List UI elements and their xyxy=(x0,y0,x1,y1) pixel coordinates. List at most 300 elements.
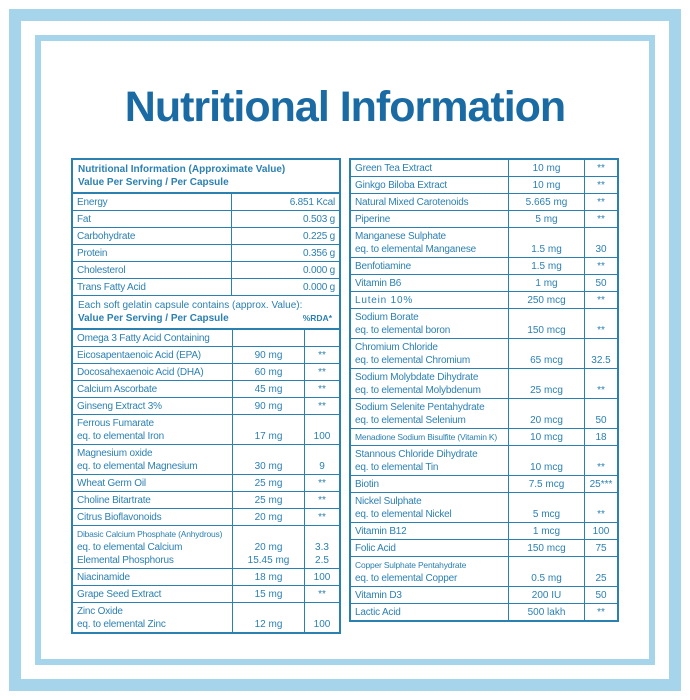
row-rda xyxy=(584,557,617,586)
row-nutrient-name xyxy=(351,493,508,522)
name-line: Piperine xyxy=(355,213,391,225)
value-line: 0.000 g xyxy=(303,281,335,293)
table-row xyxy=(351,399,617,429)
value-line: 10 mcg xyxy=(530,431,563,443)
row-nutrient-name xyxy=(351,523,508,539)
value-line: 1.5 mg xyxy=(531,260,562,272)
row-nutrient-name xyxy=(351,258,508,274)
rda-line: ** xyxy=(597,196,605,208)
row-rda xyxy=(584,429,617,445)
value-line xyxy=(513,559,580,572)
name-line: Trans Fatty Acid xyxy=(77,281,146,293)
table-row xyxy=(351,160,617,177)
header2-line2: Value Per Serving / Per Capsule xyxy=(78,313,229,324)
table-row xyxy=(73,586,339,603)
table-row xyxy=(351,446,617,476)
row-rda xyxy=(304,526,339,568)
value-line: 0.5 mg xyxy=(531,572,562,584)
row-value xyxy=(232,364,304,380)
name-line: Lutein 10% xyxy=(355,294,414,306)
row-nutrient-name xyxy=(73,330,232,346)
rda-line xyxy=(589,401,613,414)
value-line: 5 mg xyxy=(535,213,558,225)
table-row xyxy=(73,381,339,398)
value-line: 25 mcg xyxy=(530,384,563,396)
row-rda xyxy=(304,569,339,585)
value-line: 0.356 g xyxy=(303,247,335,259)
header2-line1: Each soft gelatin capsule contains (approx. Value): xyxy=(78,300,303,311)
header1-line2: Value Per Serving / Per Capsule xyxy=(78,177,229,188)
value-line xyxy=(513,311,580,324)
name-line: Fat xyxy=(77,213,91,225)
rda-line: 32.5 xyxy=(591,354,611,366)
name-line: Docosahexaenoic Acid (DHA) xyxy=(77,366,204,378)
table-row xyxy=(73,603,339,632)
row-rda xyxy=(584,275,617,291)
table-row xyxy=(351,194,617,211)
row-nutrient-name xyxy=(73,398,232,414)
name-line: eq. to elemental Calcium xyxy=(77,541,183,553)
name-line: Sodium Selenite Pentahydrate xyxy=(355,401,485,413)
row-value xyxy=(508,339,584,368)
rda-line xyxy=(589,341,613,354)
name-line: Nickel Sulphate xyxy=(355,495,422,507)
row-rda xyxy=(584,399,617,428)
rda-line: 25*** xyxy=(589,478,613,490)
row-nutrient-name xyxy=(351,177,508,193)
row-rda xyxy=(304,509,339,525)
table-row xyxy=(351,339,617,369)
tables-container xyxy=(41,158,649,634)
row-nutrient-name xyxy=(351,476,508,492)
name-line: Cholesterol xyxy=(77,264,126,276)
row-value xyxy=(508,523,584,539)
row-value xyxy=(232,330,304,346)
row-nutrient-name xyxy=(351,309,508,338)
name-line: Carbohydrate xyxy=(77,230,136,242)
row-nutrient-name xyxy=(351,194,508,210)
name-line: Stannous Chloride Dihydrate xyxy=(355,448,478,460)
value-line: 1.5 mg xyxy=(531,243,562,255)
row-rda xyxy=(584,309,617,338)
value-line xyxy=(237,332,300,345)
name-line: eq. to elemental Selenium xyxy=(355,414,466,426)
row-rda xyxy=(584,369,617,398)
name-line: eq. to elemental Chromium xyxy=(355,354,471,366)
name-line: eq. to elemental Tin xyxy=(355,461,439,473)
table-row xyxy=(73,492,339,509)
rda-line xyxy=(589,230,613,243)
row-value xyxy=(232,509,304,525)
table-row xyxy=(73,445,339,475)
name-line: Vitamin B12 xyxy=(355,525,407,537)
value-line xyxy=(513,448,580,461)
name-line: Omega 3 Fatty Acid Containing xyxy=(77,332,210,344)
table-row xyxy=(73,398,339,415)
name-line: Copper Sulphate Pentahydrate xyxy=(355,559,467,570)
row-value xyxy=(232,381,304,397)
row-value xyxy=(232,492,304,508)
value-line: 7.5 mcg xyxy=(528,478,565,490)
row-nutrient-name xyxy=(351,228,508,257)
table-row xyxy=(351,292,617,309)
rda-line xyxy=(589,495,613,508)
rda-line xyxy=(589,559,613,572)
row-rda xyxy=(304,445,339,474)
row-nutrient-name xyxy=(73,569,232,585)
table-row xyxy=(351,228,617,258)
name-line: Zinc Oxide xyxy=(77,605,123,617)
name-line: Natural Mixed Carotenoids xyxy=(355,196,469,208)
name-line: Ginkgo Biloba Extract xyxy=(355,179,447,191)
value-line: 18 mg xyxy=(254,571,283,583)
row-value xyxy=(508,177,584,193)
table-row xyxy=(351,275,617,292)
row-value xyxy=(231,228,339,244)
row-nutrient-name xyxy=(73,347,232,363)
left-table-header-2 xyxy=(73,295,339,330)
value-line: 20 mg xyxy=(254,511,283,523)
table-row xyxy=(351,557,617,587)
row-value xyxy=(232,475,304,491)
row-nutrient-name xyxy=(73,475,232,491)
row-rda xyxy=(304,381,339,397)
table-row xyxy=(351,604,617,620)
row-nutrient-name xyxy=(73,245,231,261)
row-rda xyxy=(304,475,339,491)
row-value xyxy=(231,211,339,227)
left-simple-rows xyxy=(73,194,339,295)
row-value xyxy=(508,369,584,398)
row-value xyxy=(232,347,304,363)
rda-line: 9 xyxy=(319,460,325,472)
row-value xyxy=(508,429,584,445)
row-rda xyxy=(584,160,617,176)
row-nutrient-name xyxy=(73,603,232,632)
value-line: 45 mg xyxy=(254,383,283,395)
value-line: 20 mcg xyxy=(530,414,563,426)
name-line: Energy xyxy=(77,196,108,208)
value-line: 150 mcg xyxy=(527,324,566,336)
rda-line: 50 xyxy=(595,589,607,601)
table-row xyxy=(73,279,339,295)
row-value xyxy=(508,228,584,257)
table-row xyxy=(73,262,339,279)
rda-line xyxy=(309,605,335,618)
name-line: eq. to elemental Iron xyxy=(77,430,164,442)
rda-line: 100 xyxy=(313,430,331,442)
rda-line: 2.5 xyxy=(315,554,329,566)
right-nutrition-table xyxy=(349,158,619,622)
name-line: Folic Acid xyxy=(355,542,396,554)
table-row xyxy=(351,540,617,557)
name-line: Chromium Chloride xyxy=(355,341,438,353)
name-line: Dibasic Calcium Phosphate (Anhydrous) xyxy=(77,528,223,539)
left-table-header-1 xyxy=(73,160,339,194)
row-value xyxy=(508,493,584,522)
row-value xyxy=(508,446,584,475)
row-nutrient-name xyxy=(351,587,508,603)
value-line: 65 mcg xyxy=(530,354,563,366)
table-row xyxy=(73,330,339,347)
name-line: eq. to elemental Magnesium xyxy=(77,460,198,472)
rda-line: 75 xyxy=(595,542,607,554)
name-line: Biotin xyxy=(355,478,379,490)
left-nutrition-table xyxy=(71,158,341,634)
value-line: 0.000 g xyxy=(303,264,335,276)
rda-line xyxy=(589,311,613,324)
value-line: 90 mg xyxy=(254,349,283,361)
name-line: eq. to elemental Molybdenum xyxy=(355,384,481,396)
rda-line: 3.3 xyxy=(315,541,329,553)
row-value xyxy=(508,540,584,556)
row-nutrient-name xyxy=(73,194,231,210)
value-line xyxy=(237,447,300,460)
row-value xyxy=(508,275,584,291)
row-rda xyxy=(584,228,617,257)
table-row xyxy=(73,569,339,586)
row-nutrient-name xyxy=(351,557,508,586)
row-value xyxy=(508,604,584,620)
rda-line xyxy=(309,447,335,460)
row-nutrient-name xyxy=(73,228,231,244)
row-value xyxy=(508,211,584,227)
value-line xyxy=(237,528,300,541)
rda-line: ** xyxy=(597,384,605,396)
row-value xyxy=(232,586,304,602)
row-value xyxy=(231,194,339,210)
row-value xyxy=(231,245,339,261)
rda-line: ** xyxy=(318,588,326,600)
name-line: Grape Seed Extract xyxy=(77,588,162,600)
rda-line: ** xyxy=(597,260,605,272)
rda-line: ** xyxy=(597,508,605,520)
rda-line: ** xyxy=(318,477,326,489)
rda-line xyxy=(309,417,335,430)
row-rda xyxy=(304,364,339,380)
content-area xyxy=(41,41,649,659)
table-row xyxy=(351,309,617,339)
name-line: Vitamin D3 xyxy=(355,589,402,601)
value-line xyxy=(237,605,300,618)
row-value xyxy=(232,445,304,474)
name-line: eq. to elemental boron xyxy=(355,324,451,336)
row-nutrient-name xyxy=(73,364,232,380)
row-value xyxy=(508,399,584,428)
value-line: 5 mcg xyxy=(532,508,561,520)
name-line: Eicosapentaenoic Acid (EPA) xyxy=(77,349,201,361)
row-nutrient-name xyxy=(73,445,232,474)
value-line: 200 IU xyxy=(531,589,562,601)
value-line xyxy=(513,230,580,243)
table-row xyxy=(73,211,339,228)
name-line: eq. to elemental Copper xyxy=(355,572,458,584)
name-line: Menadione Sodium Bisulfite (Vitamin K) xyxy=(355,431,498,442)
row-rda xyxy=(584,523,617,539)
name-line: Ginseng Extract 3% xyxy=(77,400,162,412)
row-value xyxy=(231,279,339,295)
row-nutrient-name xyxy=(351,369,508,398)
value-line xyxy=(513,401,580,414)
row-nutrient-name xyxy=(73,509,232,525)
name-line: Sodium Borate xyxy=(355,311,419,323)
row-rda xyxy=(304,398,339,414)
table-row xyxy=(351,429,617,446)
value-line: 6.851 Kcal xyxy=(289,196,335,208)
rda-line: ** xyxy=(597,213,605,225)
value-line: 1 mcg xyxy=(532,525,561,537)
header1-line1: Nutritional Information (Approximate Value) xyxy=(78,164,286,175)
row-rda xyxy=(584,587,617,603)
name-line: eq. to elemental Nickel xyxy=(355,508,452,520)
value-line: 15 mg xyxy=(254,588,283,600)
rda-line xyxy=(589,448,613,461)
name-line: Sodium Molybdate Dihydrate xyxy=(355,371,479,383)
table-row xyxy=(73,415,339,445)
left-detail-rows xyxy=(73,330,339,632)
value-line: 12 mg xyxy=(254,618,283,630)
table-row xyxy=(351,258,617,275)
rda-line: 50 xyxy=(595,277,607,289)
rda-line: ** xyxy=(318,511,326,523)
table-row xyxy=(73,526,339,569)
table-row xyxy=(73,364,339,381)
rda-line: 100 xyxy=(313,618,331,630)
table-row xyxy=(73,228,339,245)
table-row xyxy=(73,194,339,211)
value-line xyxy=(513,341,580,354)
rda-line: ** xyxy=(597,179,605,191)
row-nutrient-name xyxy=(351,604,508,620)
row-value xyxy=(508,258,584,274)
row-rda xyxy=(584,258,617,274)
row-rda xyxy=(584,446,617,475)
row-nutrient-name xyxy=(351,429,508,445)
rda-line xyxy=(309,528,335,541)
rda-line xyxy=(309,332,335,345)
value-line: 5.665 mg xyxy=(525,196,568,208)
row-value xyxy=(232,569,304,585)
row-rda xyxy=(304,603,339,632)
row-nutrient-name xyxy=(351,211,508,227)
rda-line: ** xyxy=(318,366,326,378)
name-line: Magnesium oxide xyxy=(77,447,153,459)
table-row xyxy=(73,347,339,364)
name-line: Citrus Bioflavonoids xyxy=(77,511,162,523)
name-line: Elemental Phosphorus xyxy=(77,554,174,566)
value-line: 60 mg xyxy=(254,366,283,378)
rda-line xyxy=(589,371,613,384)
row-value xyxy=(508,309,584,338)
row-value xyxy=(508,557,584,586)
rda-line: ** xyxy=(318,349,326,361)
value-line: 15.45 mg xyxy=(247,554,290,566)
row-nutrient-name xyxy=(351,292,508,308)
table-row xyxy=(351,493,617,523)
name-line: Benfotiamine xyxy=(355,260,411,272)
rda-line: 50 xyxy=(595,414,607,426)
rda-line: ** xyxy=(318,400,326,412)
row-rda xyxy=(304,415,339,444)
name-line: Protein xyxy=(77,247,108,259)
value-line: 90 mg xyxy=(254,400,283,412)
value-line xyxy=(513,495,580,508)
row-value xyxy=(232,398,304,414)
table-row xyxy=(351,211,617,228)
row-nutrient-name xyxy=(351,540,508,556)
name-line: Choline Bitartrate xyxy=(77,494,151,506)
value-line: 17 mg xyxy=(254,430,283,442)
value-line: 0.503 g xyxy=(303,213,335,225)
name-line: Niacinamide xyxy=(77,571,130,583)
row-rda xyxy=(584,211,617,227)
row-nutrient-name xyxy=(73,526,232,568)
row-nutrient-name xyxy=(73,415,232,444)
row-rda xyxy=(584,194,617,210)
row-value xyxy=(508,160,584,176)
row-value xyxy=(508,587,584,603)
row-nutrient-name xyxy=(73,492,232,508)
row-rda xyxy=(584,292,617,308)
row-nutrient-name xyxy=(73,262,231,278)
row-value xyxy=(508,194,584,210)
row-rda xyxy=(304,586,339,602)
row-rda xyxy=(584,604,617,620)
rda-line: ** xyxy=(597,162,605,174)
table-row xyxy=(351,587,617,604)
rda-line: 30 xyxy=(595,243,607,255)
row-value xyxy=(232,603,304,632)
value-line: 20 mg xyxy=(254,541,283,553)
row-nutrient-name xyxy=(73,586,232,602)
row-rda xyxy=(584,339,617,368)
row-rda xyxy=(584,177,617,193)
name-line: eq. to elemental Manganese xyxy=(355,243,476,255)
value-line: 10 mcg xyxy=(530,461,563,473)
row-nutrient-name xyxy=(73,211,231,227)
row-rda xyxy=(584,493,617,522)
value-line: 150 mcg xyxy=(527,542,566,554)
name-line: Calcium Ascorbate xyxy=(77,383,157,395)
name-line: Ferrous Fumarate xyxy=(77,417,154,429)
rda-column-label: %RDA* xyxy=(302,313,332,323)
row-value xyxy=(232,526,304,568)
value-line: 1 mg xyxy=(535,277,558,289)
name-line: Lactic Acid xyxy=(355,606,401,618)
rda-line: 18 xyxy=(595,431,607,443)
table-row xyxy=(351,476,617,493)
value-line: 0.225 g xyxy=(303,230,335,242)
table-row xyxy=(73,475,339,492)
table-row xyxy=(351,369,617,399)
row-nutrient-name xyxy=(351,275,508,291)
right-detail-rows xyxy=(351,160,617,620)
rda-line: 100 xyxy=(592,525,610,537)
name-line: Wheat Germ Oil xyxy=(77,477,146,489)
row-rda xyxy=(584,476,617,492)
value-line xyxy=(237,417,300,430)
row-rda xyxy=(304,347,339,363)
name-line: eq. to elemental Zinc xyxy=(77,618,166,630)
rda-line: ** xyxy=(318,383,326,395)
rda-line: ** xyxy=(597,324,605,336)
name-line: Vitamin B6 xyxy=(355,277,402,289)
value-line: 10 mg xyxy=(532,162,561,174)
rda-line: ** xyxy=(318,494,326,506)
row-nutrient-name xyxy=(351,399,508,428)
row-value xyxy=(231,262,339,278)
name-line: Green Tea Extract xyxy=(355,162,433,174)
